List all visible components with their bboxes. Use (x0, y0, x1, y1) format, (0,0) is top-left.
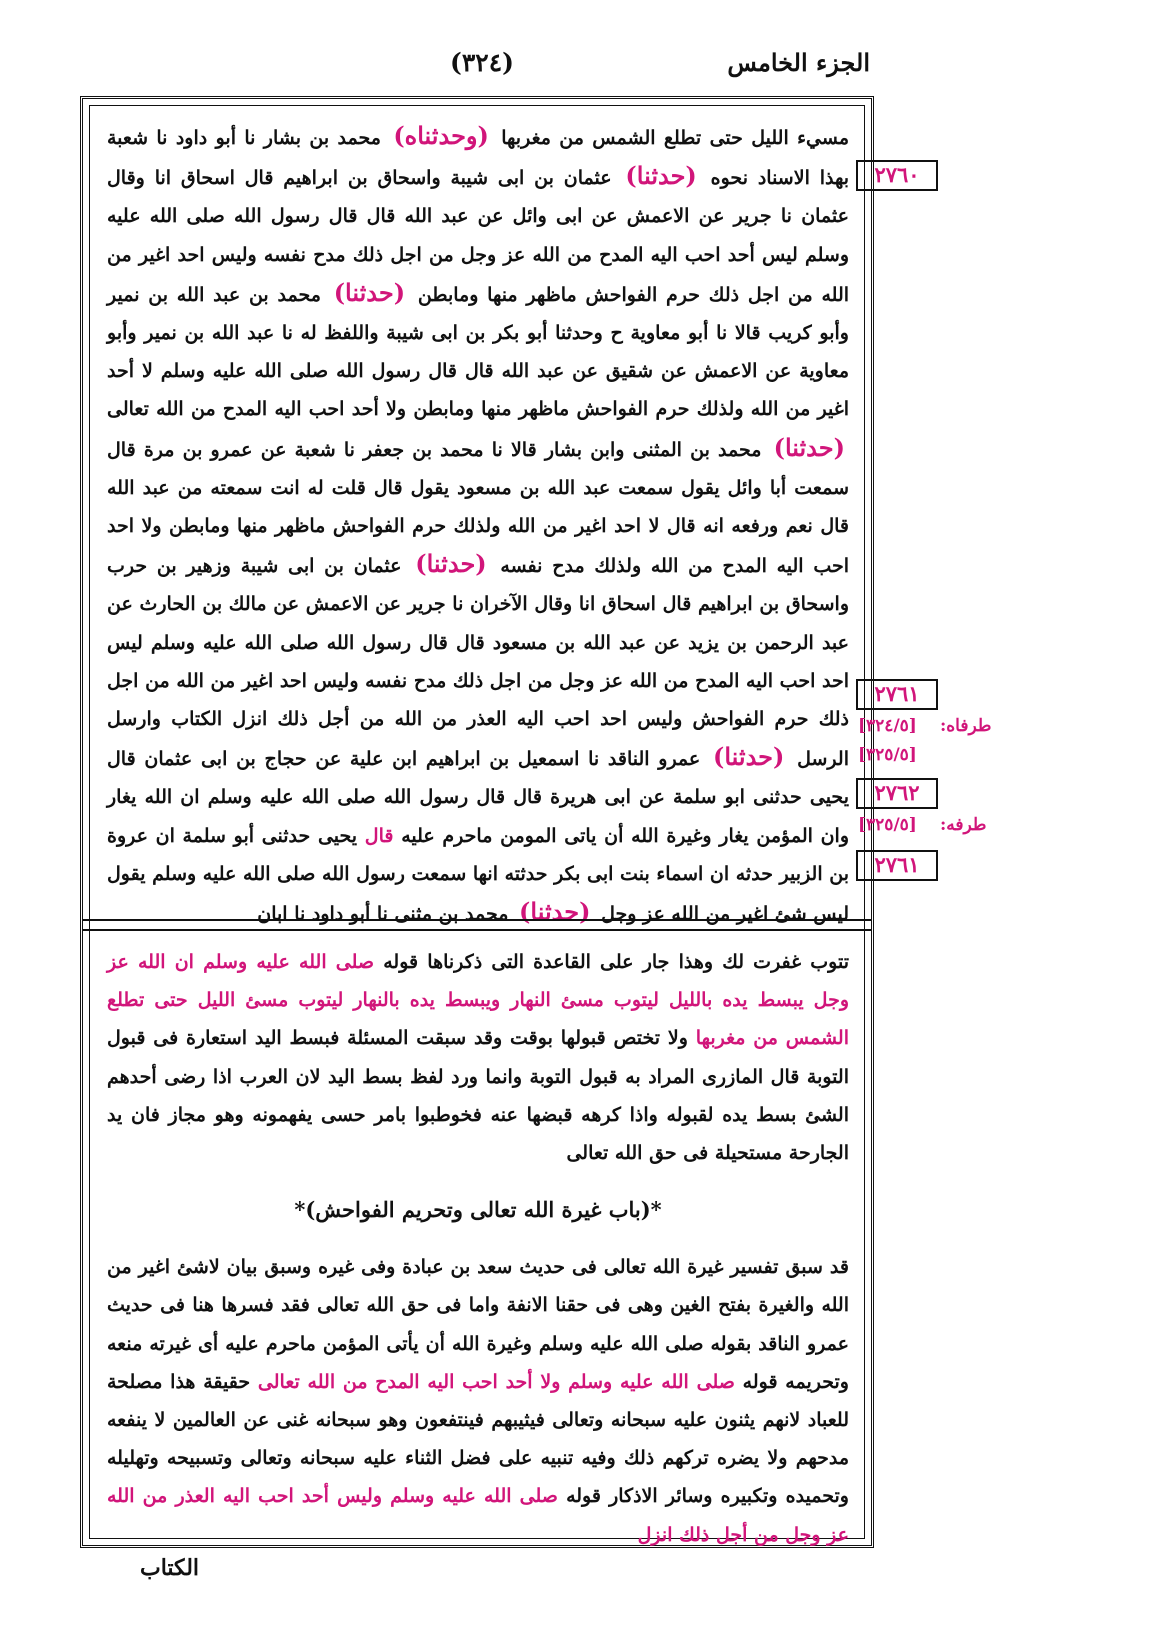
commentary-paragraph (107, 1248, 849, 1554)
narration-marker: (حدثنا) (415, 549, 487, 579)
narration-marker: (حدثنا) (333, 277, 406, 307)
commentary-paragraph (107, 943, 849, 1172)
section-divider (83, 919, 871, 931)
hadith-number-box: ٢٧٦٠ (856, 160, 938, 191)
text-segment: ولا تختص قبولها بوقت وقد سبقت المسئلة فبسط اليد استعارة فى قبول التوبة قال المازرى المراد به قبول التوبة وانما ورد لفظ بسط اليد لان العرب اذا رضى أحدهم الشئ بسط يده لقبوله واذا كرهه قبضها عنه فخوطبوا بامر حسى يفهمونه وهو مجاز فان يد الجارحة مستحيلة فى حق الله تعالى (107, 1027, 849, 1165)
text-frame (80, 96, 874, 1548)
cross-ref-label: طرفه: (940, 815, 987, 835)
cross-ref-label: طرفاه: (940, 716, 992, 736)
hadith-number-box: ٢٧٦٢ (856, 778, 938, 809)
cross-ref: [٣٢٤/٥] (858, 716, 917, 736)
catchword: الكتاب (140, 1555, 200, 1581)
quoted-hadith: صلى الله عليه وسلم ان الله عز وجل يبسط يده بالليل ليتوب مسئ النهار ويبسط يده بالنهار ليتوب مسئ الليل حتى تطلع الشمس من مغربها (107, 951, 849, 1050)
narration-marker: (حدثنا) (773, 432, 845, 462)
narration-marker: قال (364, 824, 394, 847)
text-segment: يحيى حدثنى أبو سلمة ان عروة بن الزبير حدثه ان اسماء بنت ابى بكر حدثته انها سمعت رسول الله صلى الله عليه وسلم يقول ليس شئ اغير من الله عز وجل (107, 824, 849, 926)
hadith-text (107, 117, 850, 927)
commentary-text (107, 943, 850, 1546)
hadith-number-box: ٢٧٦١ (856, 679, 938, 710)
narration-marker: (حدثنا) (625, 161, 697, 191)
page-header (80, 48, 870, 92)
cross-ref: [٣٢٥/٥] (858, 745, 917, 765)
cross-ref: [٣٢٥/٥] (858, 815, 917, 835)
text-segment: قد سبق تفسير غيرة الله تعالى فى حديث سعد بن عبادة وفى غيره وسبق بيان لاشئ اغير من الله والغيرة بفتح الغين وهى فى حقنا الانفة واما فى حق الله تعالى فقد فسرها هنا فى حديث عمرو الناقد بقوله صلى الله عليه وسلم وغيرة الله أن يأتى المؤمن ماحرم عليه أى غيرته منعه وتحريمه قوله (107, 1256, 849, 1393)
narration-marker: (حدثنا) (519, 897, 591, 927)
quoted-hadith: صلى الله عليه وسلم وليس أحد احب اليه العذر من الله عز وجل من أجل ذلك انزل (107, 1485, 849, 1546)
text-segment: محمد بن عبد الله بن نمير وأبو كريب قالا نا أبو معاوية ح وحدثنا أبو بكر بن ابى شيبة واللفظ له نا عبد الله بن نمير وأبو معاوية عن الاعمش عن شقيق عن عبد الله قال قال رسول الله صلى الله عليه وسلم لا أحد اغير من الله ولذلك حرم الفواحش ماظهر منها ومابطن ولا أحد احب اليه المدح من الله تعالى (107, 283, 849, 421)
chapter-heading: *(باب غيرة الله تعالى وتحريم الفواحش)* (294, 1197, 662, 1223)
page-number: (٣٢٤) (450, 48, 514, 77)
text-segment: محمد بن مثنى نا أبو داود نا ابان (257, 903, 509, 926)
text-segment: محمد بن بشار نا أبو داود نا شعبة بهذا الاسناد نحوه (107, 127, 849, 190)
narration-marker: (وحدثناه) (393, 121, 489, 150)
text-segment: محمد بن المثنى وابن بشار قالا نا محمد بن جعفر نا شعبة عن عمرو بن مرة قال سمعت أبا وائل يقول سمعت عبد الله بن مسعود يقول قال قلت له انت سمعته من عبد الله قال نعم ورفعه انه قال لا احد اغير من الله ولذلك حرم الفواحش ماظهر منها ومابطن ولا احد احب اليه المدح من الله ولذلك مدح نفسه (107, 438, 850, 578)
narration-marker: (حدثنا) (712, 742, 785, 772)
hadith-number-box: ٢٧٦١ (856, 850, 938, 881)
quoted-hadith: صلى الله عليه وسلم ولا أحد احب اليه المدح من الله تعالى (257, 1370, 735, 1393)
text-segment: مسيء الليل حتى تطلع الشمس من مغربها (501, 127, 850, 149)
text-segment: حقيقة هذا مصلحة للعباد لانهم يثنون عليه سبحانه وتعالى فيثيبهم فينتفعون وهو سبحانه غنى عن العالمين لا ينفعه مدحهم ولا يضره تركهم ذلك وفيه تنبيه على فضل الثناء عليه سبحانه وتعالى وتسبيحه وتهليله وتحميده وتكبيره وسائر الاذكار قوله (107, 1370, 849, 1508)
text-segment: تتوب غفرت لك وهذا جار على القاعدة التى ذكرناها قوله (383, 951, 850, 973)
text-segment: عمرو الناقد نا اسمعيل بن ابراهيم ابن علية عن حجاج بن ابى عثمان قال يحيى حدثنى ابو سلمة عن ابى هريرة قال قال رسول الله صلى الله عليه وسلم ان الله يغار وان المؤمن يغار وغيرة الله أن ياتى المومن ماحرم عليه (107, 748, 849, 847)
part-title: الجزء الخامس (727, 48, 870, 77)
text-segment: عثمان بن ابى شيبة واسحاق بن ابراهيم قال اسحاق انا وقال عثمان نا جرير عن الاعمش عن ابى وائل عن عبد الله قال قال رسول الله صلى الله عليه وسلم ليس أحد احب اليه المدح من الله عز وجل من اجل ذلك مدح نفسه وليس احد اغير من الله من اجل ذلك حرم الفواحش ماظهر منها ومابطن (107, 167, 850, 306)
text-segment: عثمان بن ابى شيبة وزهير بن حرب واسحاق بن ابراهيم قال اسحاق انا وقال الآخران نا جرير عن الاعمش عن مالك بن الحارث عن عبد الرحمن بن يزيد عن عبد الله بن مسعود قال قال رسول الله صلى الله عليه وسلم ليس احد احب اليه المدح من الله عز وجل من اجل ذلك مدح نفسه وليس احد اغير من الله من اجل ذلك حرم الفواحش وليس احد احب اليه العذر من الله من أجل ذلك انزل الكتاب وارسل الرسل (107, 555, 849, 771)
